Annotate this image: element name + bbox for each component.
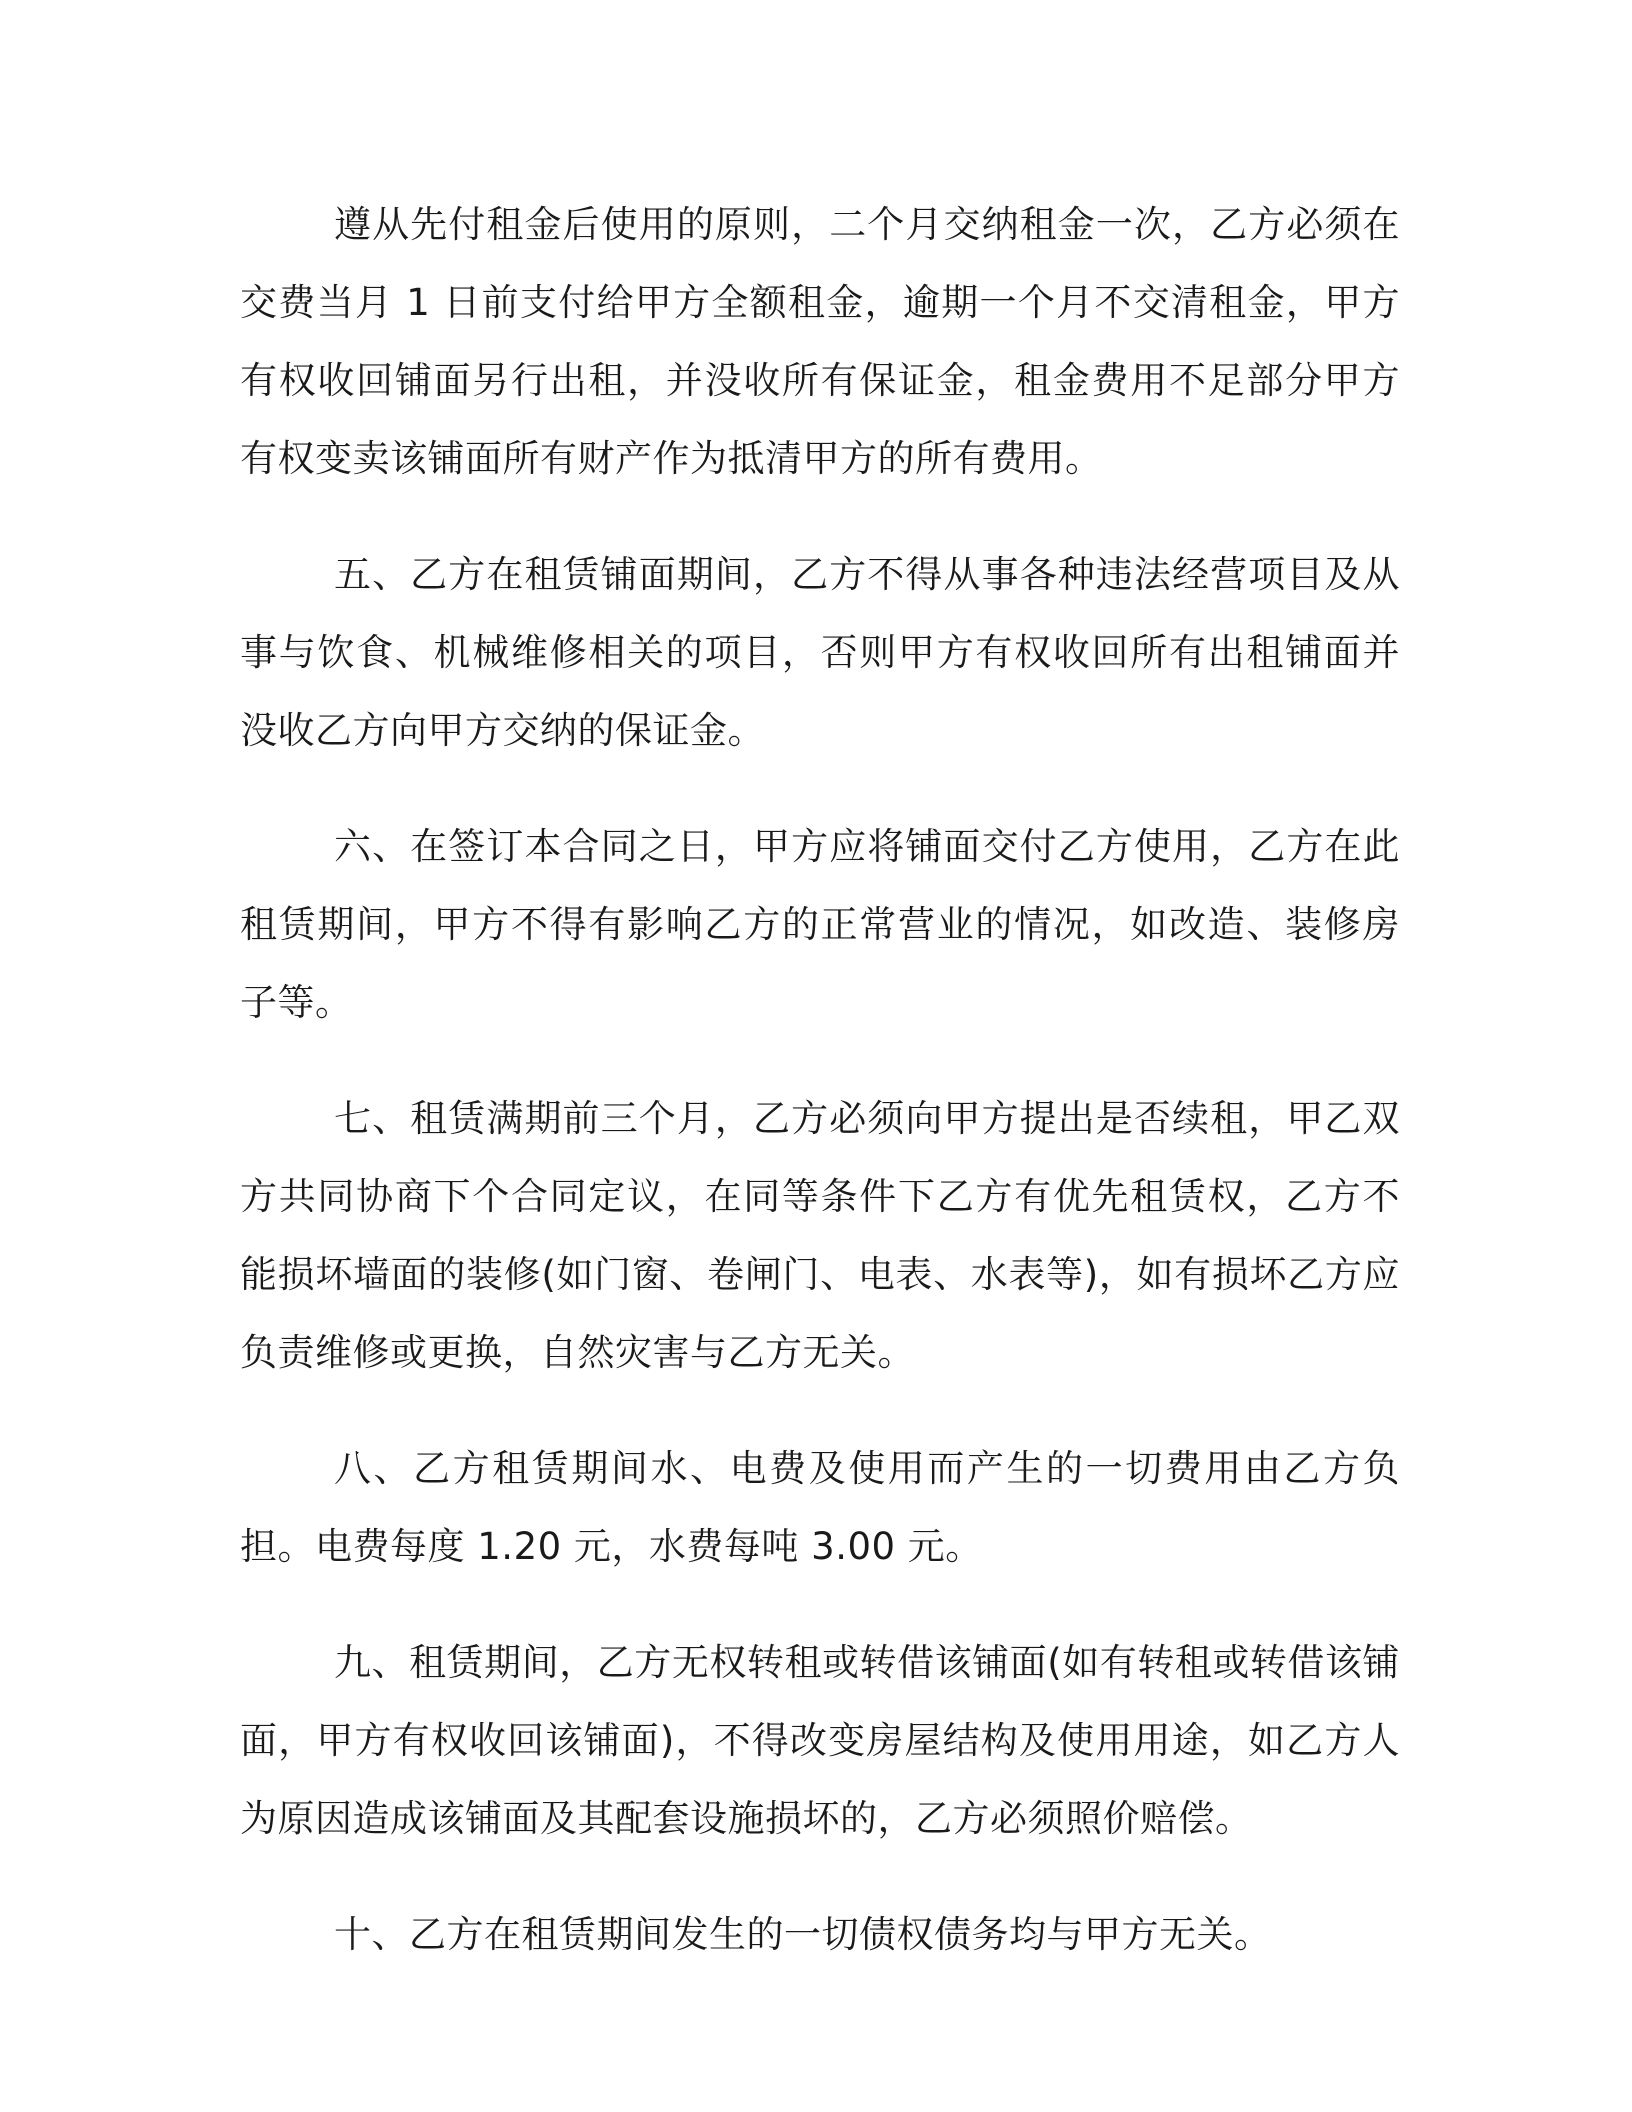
paragraph-clause-5: 五、乙方在租赁铺面期间，乙方不得从事各种违法经营项目及从事与饮食、机械维修相关的项目，否则甲方有权收回所有出租铺面并没收乙方向甲方交纳的保证金。 <box>240 553 1400 752</box>
document-body <box>240 186 1400 2012</box>
paragraph-clause-9: 九、租赁期间，乙方无权转租或转借该铺面(如有转租或转借该铺面，甲方有权收回该铺面)，不得改变房屋结构及使用用途，如乙方人为原因造成该铺面及其配套设施损坏的，乙方必须照价赔偿。 <box>240 1641 1400 1840</box>
paragraph-clause-8: 八、乙方租赁期间水、电费及使用而产生的一切费用由乙方负担。电费每度 1.20 元，水费每吨 3.00 元。 <box>240 1447 1400 1568</box>
paragraph-clause-7: 七、租赁满期前三个月，乙方必须向甲方提出是否续租，甲乙双方共同协商下个合同定议，在同等条件下乙方有优先租赁权，乙方不能损坏墙面的装修(如门窗、卷闸门、电表、水表等)，如有损坏乙方应负责维修或更换，自然灾害与乙方无关。 <box>240 1097 1400 1374</box>
paragraph-clause-10: 十、乙方在租赁期间发生的一切债权债务均与甲方无关。 <box>334 1913 1272 1956</box>
paragraph-rent-payment: 遵从先付租金后使用的原则，二个月交纳租金一次，乙方必须在交费当月 1 日前支付给甲方全额租金，逾期一个月不交清租金，甲方有权收回铺面另行出租，并没收所有保证金，租金费用不足部分甲方有权变卖该铺面所有财产作为抵清甲方的所有费用。 <box>240 203 1400 480</box>
paragraph-clause-6: 六、在签订本合同之日，甲方应将铺面交付乙方使用，乙方在此租赁期间，甲方不得有影响乙方的正常营业的情况，如改造、装修房子等。 <box>240 825 1400 1024</box>
